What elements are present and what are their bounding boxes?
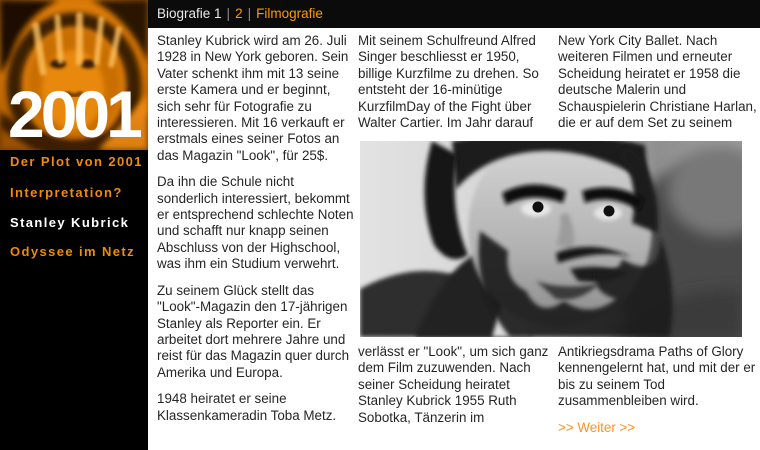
separator: | (226, 6, 231, 21)
kubrick-portrait-photo (360, 141, 742, 337)
sidebar-item-stanley-kubrick[interactable]: Stanley Kubrick (10, 215, 130, 230)
bio-column-1 (157, 33, 355, 434)
bio-column-2-top (358, 33, 554, 141)
bio-paragraph-harlan: New York City Ballet. Nach weiteren Filmen und erneuter Scheidung heiratet er 1958 die deutsche Malerin und Schauspielerin Christiane Harlan, die er auf dem Set zu seinem (558, 33, 757, 131)
sidebar (0, 0, 148, 450)
bio-paragraph-marriage: 1948 heiratet er seine Klassenkameradin Toba Metz. (157, 391, 337, 423)
weiter-link[interactable]: >> Weiter >> (558, 419, 636, 435)
bio-paragraph-sobotka: verlässt er "Look", um sich ganz dem Film zuzuwenden. Nach seiner Scheidung heiratet Stanley Kubrick 1955 Ruth Sobotka, Tänzerin im (358, 344, 549, 425)
bio-paragraph-birth: Stanley Kubrick wird am 26. Juli 1928 in New York geboren. Sein Vater schenkt ihm mit 13 seine erste Kamera und er beginnt, sich sehr für Fotografie zu interessieren. Mit 16 verkauft er erstmals eines seiner Fotos an das Magazin "Look", für 25$. (157, 33, 349, 163)
sidebar-item-der-plot-von-2001[interactable]: Der Plot von 2001 (10, 154, 143, 169)
sidebar-item-odyssee-im-netz[interactable]: Odyssee im Netz (10, 244, 136, 259)
site-logo-2001: 2001 (8, 77, 139, 151)
bio-paragraph-look: Zu seinem Glück stellt das "Look"-Magazin den 17-jährigen Stanley als Reporter ein. Er arbeitet dort mehrere Jahre und reist für das Magazin quer durch Amerika und Europa. (157, 282, 350, 380)
breadcrumb-bar (148, 0, 760, 28)
bio-column-3-top (558, 33, 758, 141)
sidebar-item-interpretation[interactable]: Interpretation? (10, 185, 123, 200)
separator: | (247, 6, 252, 21)
bio-column-2-bottom (358, 344, 554, 436)
bio-paragraph-paths-of-glory: Antikriegsdrama Paths of Glory kennengelernt hat, und mit der er bis zu seinem Tod zusammenbleiben wird. (558, 344, 756, 409)
bio-paragraph-school: Da ihn die Schule nicht sonderlich interessiert, bekommt er entsprechend schlechte Noten und schafft nur knapp seinen Abschluss von der Highschool, was ihm ein Studium verwehrt. (157, 174, 354, 272)
kubrick-portrait-illustration (360, 141, 742, 337)
bio-column-3-bottom (558, 344, 758, 436)
tab-biografie-2[interactable]: 2 (235, 6, 243, 21)
tab-biografie-1: Biografie 1 (157, 6, 222, 21)
tab-filmografie[interactable]: Filmografie (256, 6, 323, 21)
bio-paragraph-shortfilms: Mit seinem Schulfreund Alfred Singer beschliesst er 1950, billige Kurzfilme zu drehen. So entsteht der 16-minütige KurzfilmDay of the Fight über Walter Cartier. Im Jahr darauf (358, 33, 539, 131)
